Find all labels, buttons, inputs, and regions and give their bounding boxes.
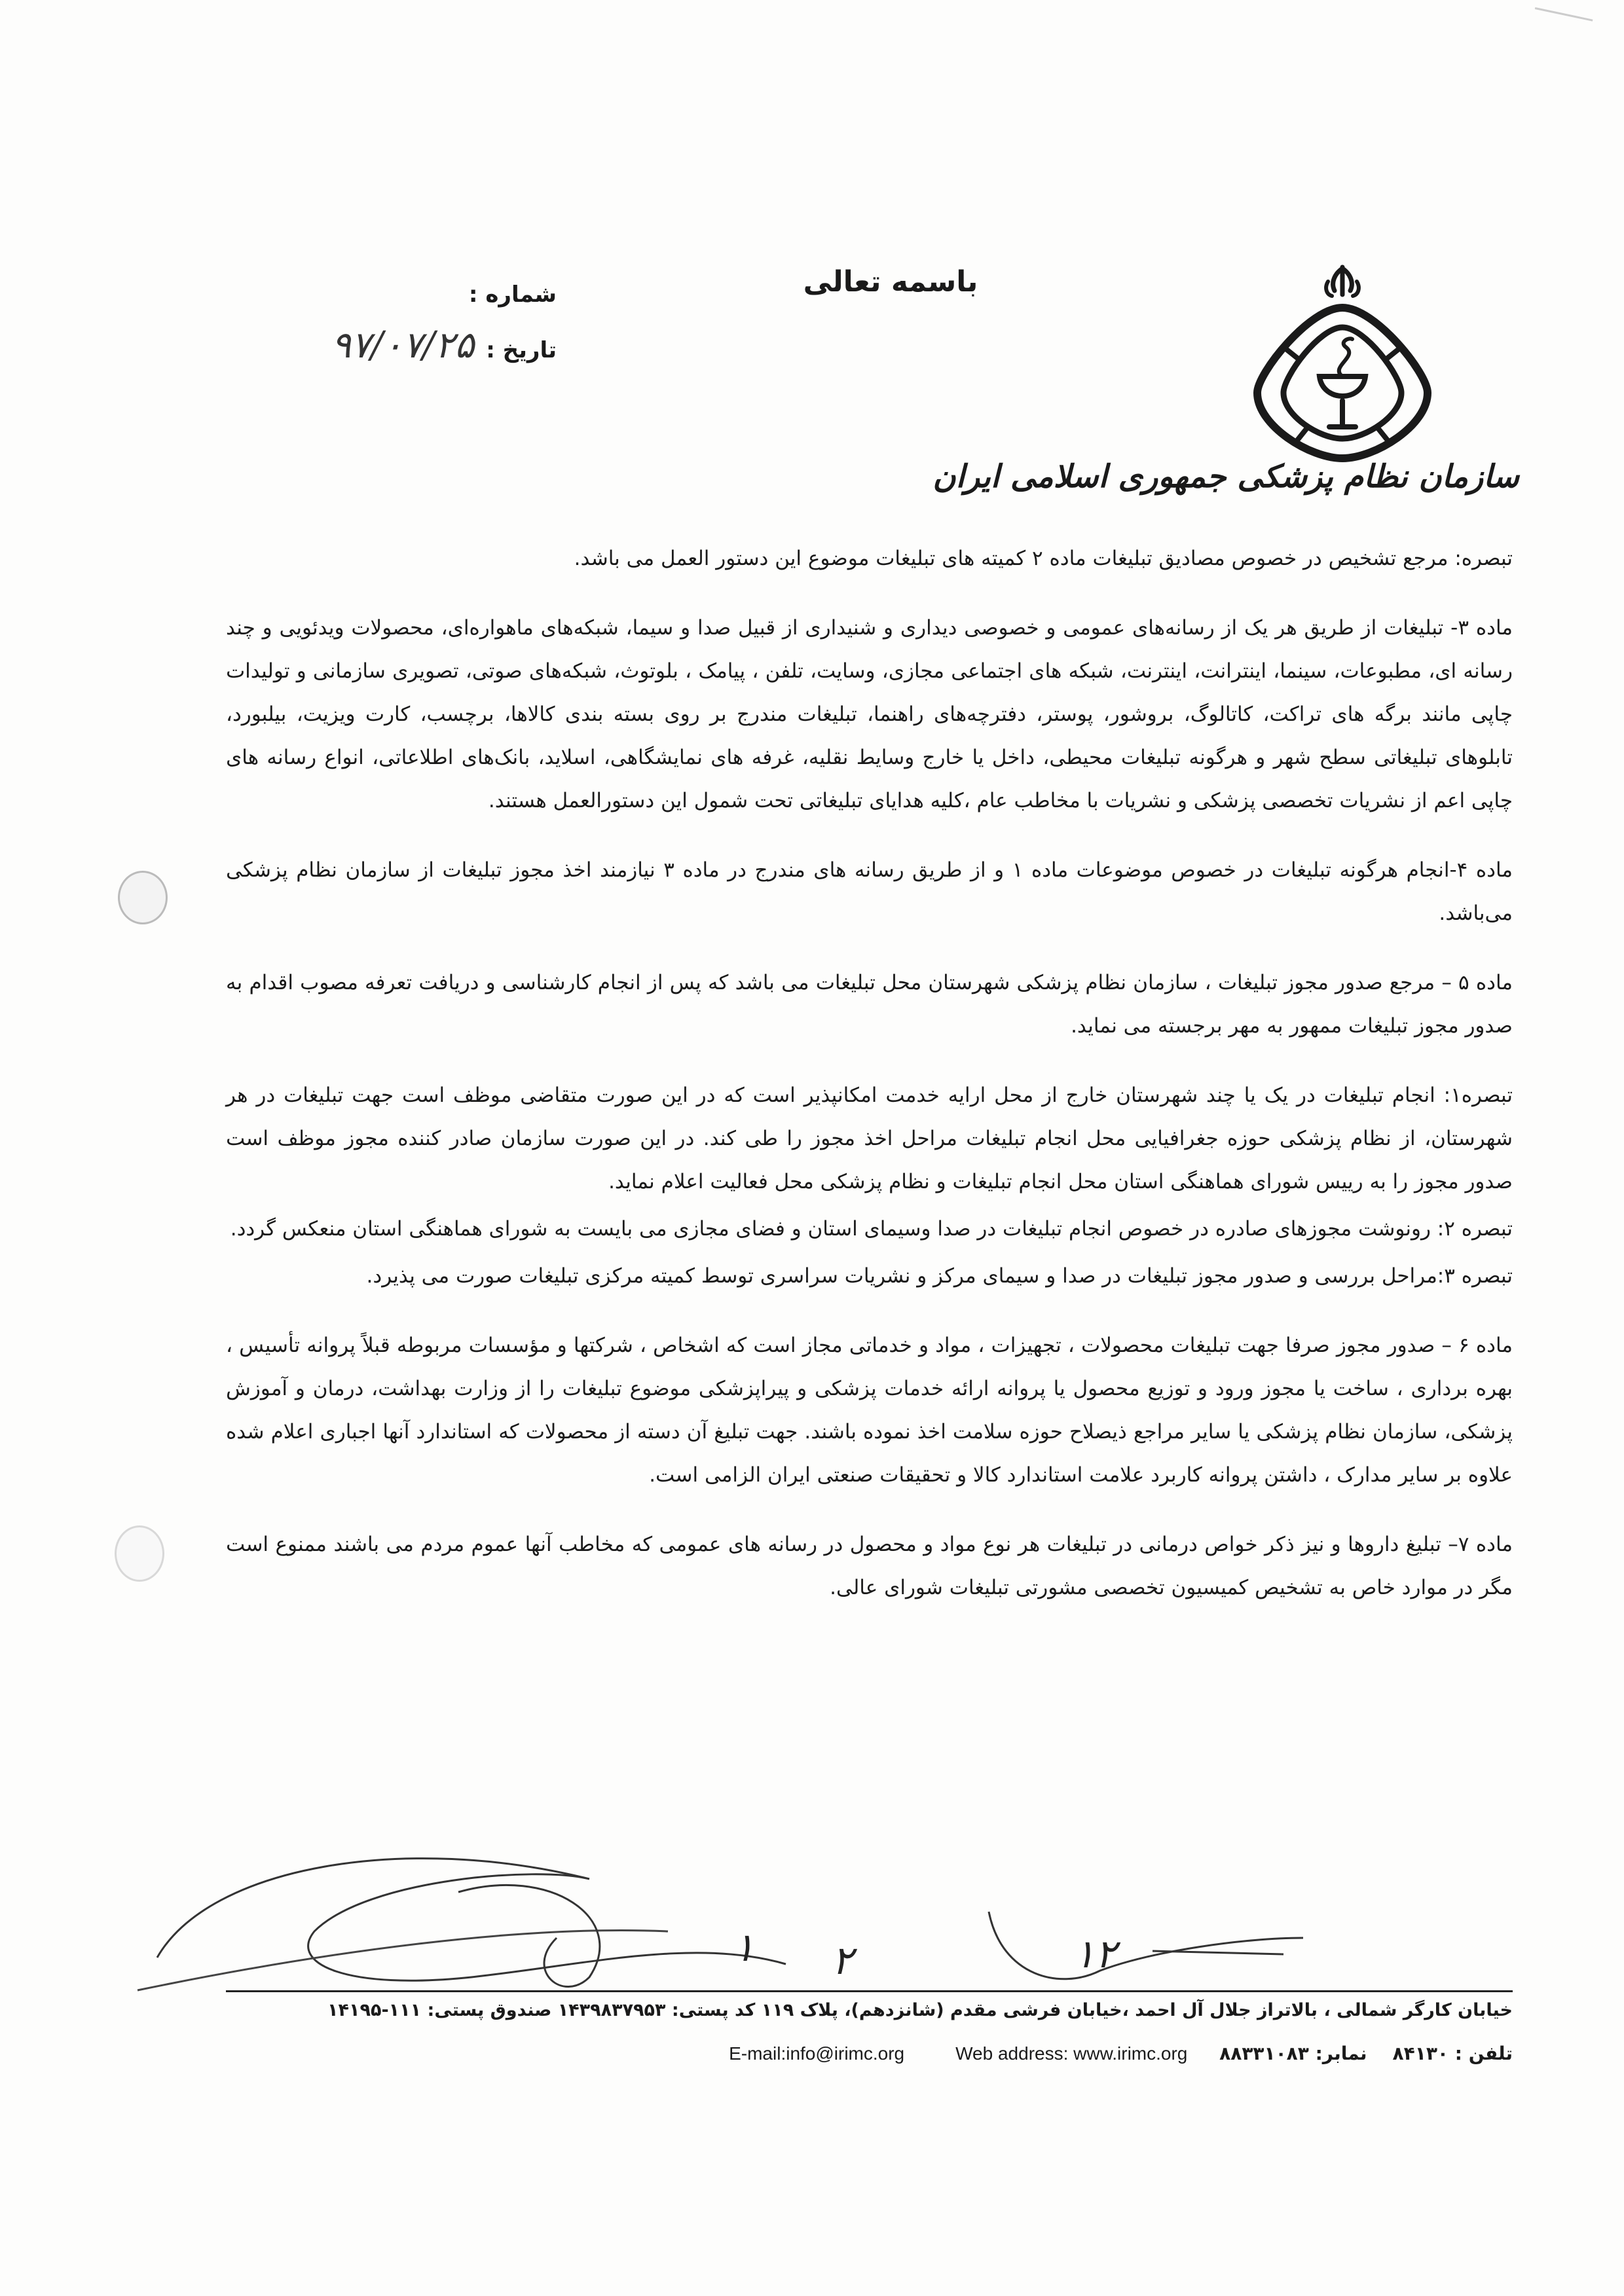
article-6: ماده ۶ – صدور مجوز صرفا جهت تبلیغات محصولات ، تجهیزات ، مواد و خدماتی مجاز است که اشخاص ، شرکتها و مؤسسات مربوطه قبلاً پروانه تأسیس ، بهره برداری ، ساخت یا مجوز ورود و توزیع محصول یا پروانه ارائه خدمات پزشکی و پیراپزشکی موضوع تبلیغات را از وزارت بهداشت، درمان و آموزش پزشکی، سازمان نظام پزشکی یا سایر مراجع ذیصلاح حوزه سلامت اخذ نموده باشند. جهت تبلیغ آن دسته از محصولات که استاندارد آنها اجباری اعلام شده علاوه بر سایر مدارک ، داشتن پروانه کاربرد علامت استاندارد کالا و تحقیقات صنعتی ایران الزامی است. xyxy=(226,1334,1513,1487)
email-address: E-mail:info@irimc.org xyxy=(729,2043,905,2064)
date-label: تاریخ : xyxy=(486,337,557,363)
punch-hole xyxy=(115,1525,164,1582)
article-5: ماده ۵ – مرجع صدور مجوز تبلیغات ، سازمان نظام پزشکی شهرستان محل تبلیغات می باشد که پس از انجام کارشناسی و دریافت تعرفه مصوب اقدام به صدور مجوز تبلیغات ممهور به مهر برجسته می نماید. xyxy=(226,971,1513,1038)
note-1: تبصره۱: انجام تبلیغات در یک یا چند شهرستان خارج از محل ارایه خدمت امکانپذیر است که در این صورت متقاضی موظف است جهت تبلیغات در هر شهرستان، از نظام پزشکی حوزه جغرافیایی محل انجام تبلیغات مراحل اخذ مجوز را طی کند. در این صورت سازمان صادر کننده مجوز موظف است صدور مجوز را به رییس شورای هماهنگی استان محل انجام تبلیغات و نظام پزشکی محل فعالیت اعلام نماید. xyxy=(226,1084,1513,1194)
number-label: شماره : xyxy=(468,282,557,308)
irimc-emblem-icon xyxy=(1244,262,1441,471)
letter-date-row xyxy=(262,324,557,367)
letter-body xyxy=(226,537,1513,1635)
web-address: Web address: www.irimc.org xyxy=(955,2043,1188,2064)
article-7: ماده ۷– تبلیغ داروها و نیز ذکر خواص درمانی در تبلیغات هر نوع مواد و محصول در رسانه های عمومی که مخاطب آنها عموم مردم می باشند ممنوع است مگر در موارد خاص به تشخیص کمیسیون تخصصی مشورتی تبلیغات شورای عالی. xyxy=(226,1533,1513,1599)
fax-number: ۸۸۳۳۱۰۸۳ xyxy=(1219,2043,1309,2064)
note-2: تبصره ۲: رونوشت مجوزهای صادره در خصوص انجام تبلیغات در صدا وسیمای استان و فضای مجازی می بایست به شورای هماهنگی استان منعکس گردد. xyxy=(230,1217,1513,1241)
phone-label: تلفن : xyxy=(1454,2043,1513,2064)
article-3: ماده ۳- تبلیغات از طریق هر یک از رسانه‌های عمومی و خصوصی دیداری و شنیداری از قبیل صدا و سیما، شبکه‌های ماهواره‌ای، محصولات ویدئویی و چند رسانه ای، مطبوعات، سینما، اینترانت، اینترنت، شبکه های اجتماعی مجازی، وسایت، تلفن ، پیامک ، بلوتوث، شبکه‌های صوتی، تصویری سازمانی و تولیدات چاپی مانند برگه های تراکت، کاتالوگ، بروشور، پوستر، دفترچه‌های راهنما، تبلیغات مندرج بر روی بسته بندی کالاها، برچسب، کارت ویزیت، بیلبورد، تابلوهای تبلیغاتی سطح شهر و هرگونه تبلیغات محیطی، داخل یا خارج وسایط نقلیه، غرفه های نمایشگاهی، اسلاید، بانک‌های اطلاعاتی، انواع رسانه های چاپی اعم از نشریات تخصصی پزشکی و نشریات با مخاطب عام ،کلیه هدایای تبلیغاتی تحت شمول این دستورالعمل هستند. xyxy=(226,616,1513,812)
footer-divider xyxy=(226,1990,1513,1992)
corner-mark xyxy=(1531,7,1593,41)
signature-mark-2: ۲ xyxy=(832,1938,853,1984)
article-4: ماده ۴-انجام هرگونه تبلیغات در خصوص موضوعات ماده ۱ و از طریق رسانه های مندرج در ماده ۳ نیازمند اخذ مجوز تبلیغات از سازمان نظام پزشکی می‌باشد. xyxy=(226,858,1513,925)
signature-mark-1: ۱ xyxy=(733,1925,755,1971)
footer-contact xyxy=(226,2043,1513,2064)
signature-mark-3: ۱۲ xyxy=(1074,1931,1116,1977)
basmala-heading: باسمه تعالی xyxy=(803,265,978,299)
phone-number: ۸۴۱۳۰ xyxy=(1392,2043,1449,2064)
fax-label: نمابر: xyxy=(1315,2043,1367,2064)
punch-hole xyxy=(118,871,168,924)
note-3: تبصره ۳:مراحل بررسی و صدور مجوز تبلیغات در صدا و سیمای مرکز و نشریات سراسری توسط کمیته مرکزی تبلیغات صورت می پذیرد. xyxy=(366,1264,1513,1288)
organization-name: سازمان نظام پزشکی جمهوری اسلامی ایران xyxy=(932,458,1519,495)
date-value: ۹۷/۰۷/۲۵ xyxy=(331,324,475,367)
signatures-icon xyxy=(131,1840,1310,2010)
letter-number-row xyxy=(406,282,557,308)
footer-address: خیابان کارگر شمالی ، بالاتراز جلال آل احمد ،خیابان فرشی مقدم (شانزدهم)، پلاک ۱۱۹ کد پستی: ۱۴۳۹۸۳۷۹۵۳ صندوق پستی: ۱۱۱-۱۴۱۹۵ xyxy=(327,2000,1513,2020)
note-intro: تبصره: مرجع تشخیص در خصوص مصادیق تبلیغات ماده ۲ کمیته های تبلیغات موضوع این دستور العمل می باشد. xyxy=(574,547,1513,570)
